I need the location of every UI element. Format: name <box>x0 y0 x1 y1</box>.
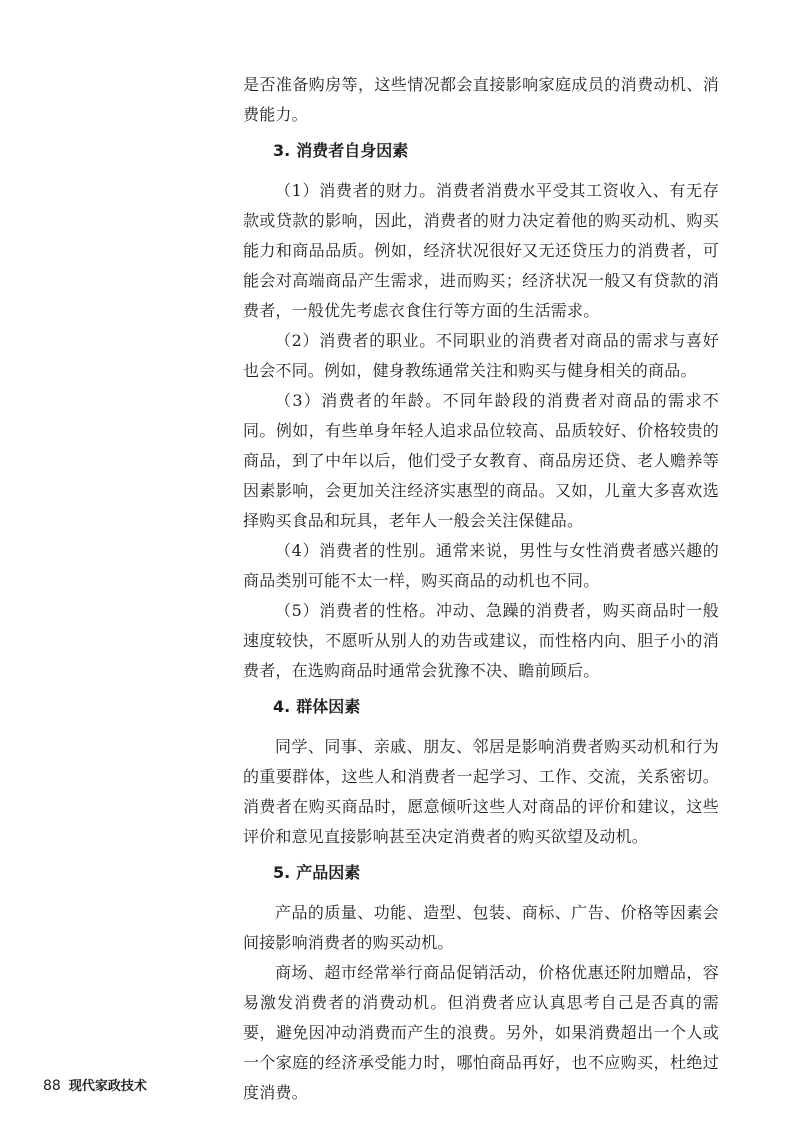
section-3-paragraph-3: （3）消费者的年龄。不同年龄段的消费者对商品的需求不同。例如，有些单身年轻人追求品位较高、品质较好、价格较贵的商品，到了中年以后，他们受子女教育、商品房还贷、老人赡养等因素影响，会更加关注经济实惠型的商品。又如，儿童大多喜欢选择购买食品和玩具，老年人一般会关注保健品。 <box>243 391 719 530</box>
section-5-paragraph-2: 商场、超市经常举行商品促销活动，价格优惠还附加赠品，容易激发消费者的消费动机。但消费者应认真思考自己是否真的需要，避免因冲动消费而产生的浪费。另外，如果消费超出一个人或一个家庭的经济承受能力时，哪怕商品再好，也不应购买，杜绝过度消费。 <box>243 963 719 1102</box>
section-3-paragraph-2: （2）消费者的职业。不同职业的消费者对商品的需求与喜好也会不同。例如，健身教练通常关注和购买与健身相关的商品。 <box>243 331 719 380</box>
section-3-paragraph-4: （4）消费者的性别。通常来说，男性与女性消费者感兴趣的商品类别可能不太一样，购买商品的动机也不同。 <box>243 541 719 590</box>
page-body <box>243 70 719 1108</box>
section-3-paragraph-5: （5）消费者的性格。冲动、急躁的消费者，购买商品时一般速度较快，不愿听从别人的劝告或建议，而性格内向、胆子小的消费者，在选购商品时通常会犹豫不决、瞻前顾后。 <box>243 601 719 680</box>
page-number: 88 <box>43 1078 61 1094</box>
section-4-paragraph-1: 同学、同事、亲戚、朋友、邻居是影响消费者购买动机和行为的重要群体，这些人和消费者一起学习、工作、交流，关系密切。消费者在购买商品时，愿意倾听这些人对商品的评价和建议，这些评价和意见直接影响甚至决定消费者的购买欲望及动机。 <box>243 737 719 846</box>
section-3-paragraph-1: （1）消费者的财力。消费者消费水平受其工资收入、有无存款或贷款的影响，因此，消费者的财力决定着他的购买动机、购买能力和商品品质。例如，经济状况很好又无还贷压力的消费者，可能会对高端商品产生需求，进而购买；经济状况一般又有贷款的消费者，一般优先考虑衣食住行等方面的生活需求。 <box>243 181 719 320</box>
book-title: 现代家政技术 <box>68 1079 147 1094</box>
section-4-heading <box>243 686 719 728</box>
page-footer <box>43 1075 147 1094</box>
section-3-heading <box>243 130 719 172</box>
section-3-title: 消费者自身因素 <box>296 141 409 160</box>
section-4-title: 群体因素 <box>296 697 361 716</box>
section-5-number: 5. <box>273 863 291 882</box>
section-3-number: 3. <box>273 141 291 160</box>
intro-paragraph: 是否准备购房等，这些情况都会直接影响家庭成员的消费动机、消费能力。 <box>243 75 719 124</box>
section-4-number: 4. <box>273 697 291 716</box>
section-5-heading <box>243 852 719 894</box>
section-5-title: 产品因素 <box>296 863 361 882</box>
section-5-paragraph-1: 产品的质量、功能、造型、包装、商标、广告、价格等因素会间接影响消费者的购买动机。 <box>243 903 719 952</box>
